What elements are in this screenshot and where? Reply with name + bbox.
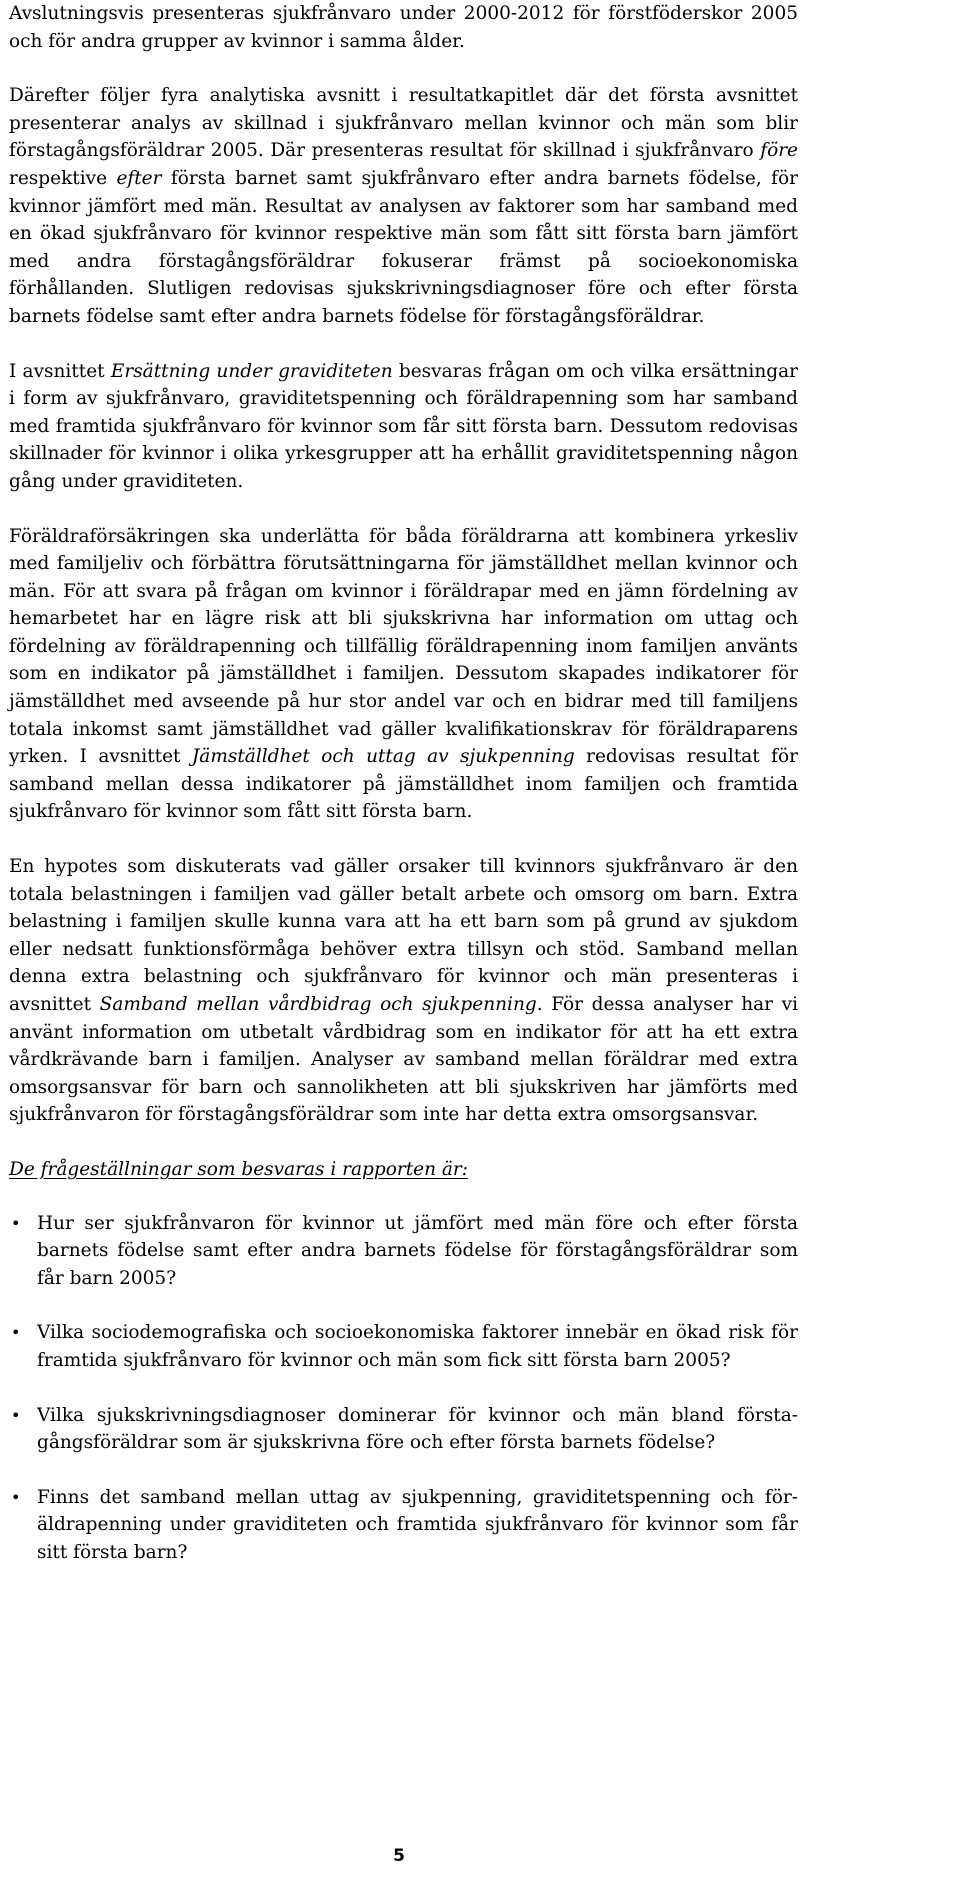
paragraph-text: I avsnittet — [9, 360, 111, 382]
paragraph-parental-insurance — [9, 523, 798, 827]
paragraph-analysis-sections — [9, 82, 798, 330]
bullet-icon: • — [11, 1487, 21, 1507]
section-reference: Jämställdhet och uttag av sjukpenning — [191, 746, 575, 768]
paragraph-text: besvaras frågan om och vilka ersättningar i form av sjukfrånvaro, graviditetspenning och föräldrapenning som har samband med framtida sjukfrånvaro för kvinnor som får sitt första barn. Dessutom redovisas skillnader för kvinnor i olika yrkesgrupper att ha erhållit graviditetspenning någon gång under graviditeten. — [9, 360, 798, 492]
emphasis-fore: före — [760, 140, 798, 162]
bullet-icon: • — [11, 1323, 21, 1343]
document-page — [9, 0, 798, 1567]
paragraph-text: respektive — [9, 167, 117, 189]
paragraph-text: redovisas resultat för samband mellan dessa indikatorer på jämställdhet inom familjen och framtida sjukfrånvaro för kvinnor som fått sitt första barn. — [9, 746, 798, 823]
list-item — [9, 1402, 798, 1457]
paragraph-text: Föräldraförsäkringen ska underlätta för båda föräldrarna att kombinera yrkesliv med familjeliv och förbättra förutsättningarna för jämställdhet mellan kvinnor och män. För att svara på frågan om kvinnor i föräldrapar med en jämn fördelning av hemarbetet har en lägre risk att bli sjukskrivna har information om uttag och fördelning av föräldrapenning och tillfällig föräldrapenning inom familjen använts som en indikator på jämställdhet i familjen. Dessutom skapades indikatorer för jämställdhet med avseende på hur stor andel var och en bidrar med till familjens totala inkomst samt jämställdhet vad gäller kvalifikationskrav för föräldraparens yrken. I avsnittet — [9, 525, 798, 768]
bullet-icon: • — [11, 1213, 21, 1233]
question-text: Hur ser sjukfrånvaron för kvinnor ut jämfört med män före och efter första barnets födelse samt efter andra barnets födelse för förstagångsföräldrar som får barn 2005? — [37, 1212, 798, 1289]
list-item — [9, 1210, 798, 1293]
question-text: Finns det samband mellan uttag av sjukpenning, graviditetspenning och föräldrapenning under graviditeten och framtida sjukfrånvaro för kvinnor som får sitt första barn? — [37, 1486, 798, 1563]
question-text: Vilka sjukskrivningsdiagnoser dominerar för kvinnor och män bland förstagångsföräldrar som är sjukskrivna före och efter första barnets födelse? — [37, 1404, 798, 1454]
bullet-icon: • — [11, 1405, 21, 1425]
page-number: 5 — [393, 1846, 405, 1866]
paragraph-care-allowance — [9, 853, 798, 1129]
list-item — [9, 1484, 798, 1567]
questions-list — [9, 1210, 798, 1567]
list-item — [9, 1319, 798, 1374]
section-reference: Ersättning under graviditeten — [110, 360, 393, 382]
emphasis-efter: efter — [116, 167, 162, 189]
paragraph-text: första barnet samt sjukfrånvaro efter andra barnets födelse, för kvinnor jämfört med män. Resultat av analysen av faktorer som har samband med en ökad sjukfrånvaro för kvinnor respektive män som fått sitt första barn jämfört med andra förstagångsföräldrar fokuserar främst på socioekonomiska förhållanden. Slutligen redovisas sjukskrivningsdiagnoser före och efter första barnets födelse samt efter andra barnets födelse för förstagångsföräldrar. — [9, 167, 798, 327]
intro-text: Avslutningsvis presenteras sjukfrånvaro under 2000-2012 för förstföderskor 2005 och för andra grupper av kvinnor i samma ålder. — [9, 3, 798, 52]
questions-heading: De frågeställningar som besvaras i rapporten är: — [9, 1158, 468, 1180]
question-text: Vilka sociodemografiska och socioekonomiska faktorer innebär en ökad risk för framtida sjukfrånvaro för kvinnor och män som fick sitt första barn 2005? — [37, 1322, 798, 1371]
section-reference: Samband mellan vårdbidrag och sjukpenning — [99, 994, 537, 1015]
intro-paragraph — [9, 0, 798, 55]
paragraph-text: En hypotes som diskuterats vad gäller orsaker till kvinnors sjukfrånvaro är den totala belastningen i familjen vad gäller betalt arbete och omsorg om barn. Extra belastning i familjen skulle kunna vara att ha ett barn som på grund av sjukdom eller nedsatt funktionsförmåga behöver extra tillsyn och stöd. Samband mellan denna extra belastning och sjukfrånvaro för kvinnor och män presenteras i avsnittet — [9, 856, 798, 1015]
paragraph-text: . För dessa analyser har vi använt information om utbetalt vårdbidrag som en indikator för att ha ett extra vårdkrävande barn i familjen. Analyser av samband mellan föräldrar med extra omsorgsansvar för barn och sannolikheten att bli sjukskriven har jämförts med sjukfrånvaron för förstagångsföräldrar som inte har detta extra omsorgsansvar. — [9, 994, 798, 1126]
paragraph-text: Därefter följer fyra analytiska avsnitt i resultatkapitlet där det första avsnittet presenterar analys av skillnad i sjukfrånvaro mellan kvinnor och män som blir förstagångsföräldrar 2005. Där presenteras resultat för skillnad i sjukfrånvaro — [9, 85, 798, 162]
paragraph-pregnancy-compensation — [9, 358, 798, 496]
